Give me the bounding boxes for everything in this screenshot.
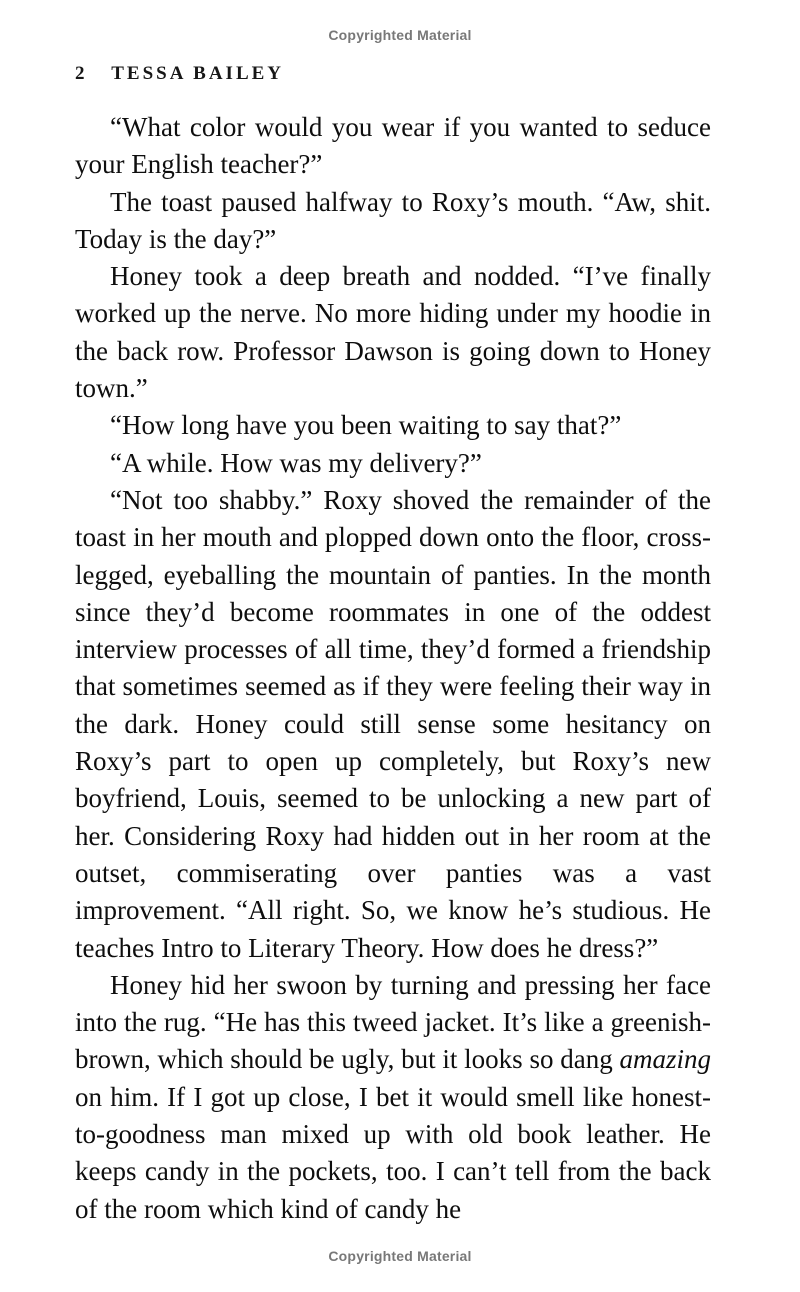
paragraph [75, 967, 711, 1228]
author-name: TESSA BAILEY [111, 63, 285, 84]
running-header [75, 63, 284, 85]
text-run: “A while. How was my delivery?” [110, 447, 482, 478]
paragraph [75, 109, 711, 184]
body-text [75, 109, 711, 1228]
italic-text-run: amazing [619, 1044, 711, 1075]
paragraph [75, 482, 711, 967]
text-run: “How long have you been waiting to say that?” [110, 410, 622, 441]
text-run: “Not too shabby.” Roxy shoved the remainder of the toast in her mouth and plopped down onto the floor, cross-legged, eyeballing the mountain of panties. In the month since they’d become roommates in one of the oddest interview processes of all time, they’d formed a friendship that sometimes seemed as if they were feeling their way in the dark. Honey could still sense some hesitancy on Roxy’s part to open up completely, but Roxy’s new boyfriend, Louis, seemed to be unlocking a new part of her. Considering Roxy had hidden out in her room at the outset, commiserating over panties was a vast improvement. “All right. So, we know he’s studious. He teaches Intro to Literary Theory. How does he dress?” [75, 484, 711, 963]
text-run: “What color would you wear if you wanted to seduce your English teacher?” [75, 112, 711, 180]
text-run: Honey hid her swoon by turning and pressing her face into the rug. “He has this tweed jacket. It’s like a greenish-brown, which should be ugly, but it looks so dang [75, 969, 711, 1075]
page-number: 2 [75, 63, 85, 84]
paragraph [75, 407, 711, 444]
copyright-notice-bottom: Copyrighted Material [328, 1248, 472, 1264]
paragraph [75, 184, 711, 259]
text-run: Honey took a deep breath and nodded. “I’ve finally worked up the nerve. No more hiding under my hoodie in the back row. Professor Dawson is going down to Honey town.” [75, 261, 711, 404]
copyright-notice-top: Copyrighted Material [328, 27, 472, 43]
paragraph [75, 445, 711, 482]
text-run: The toast paused halfway to Roxy’s mouth. “Aw, shit. Today is the day?” [75, 186, 711, 254]
paragraph [75, 258, 711, 407]
text-run: on him. If I got up close, I bet it would smell like honest-to-goodness man mixed up with old book leather. He keeps candy in the pockets, too. I can’t tell from the back of the room which kind of candy he [75, 1081, 711, 1224]
